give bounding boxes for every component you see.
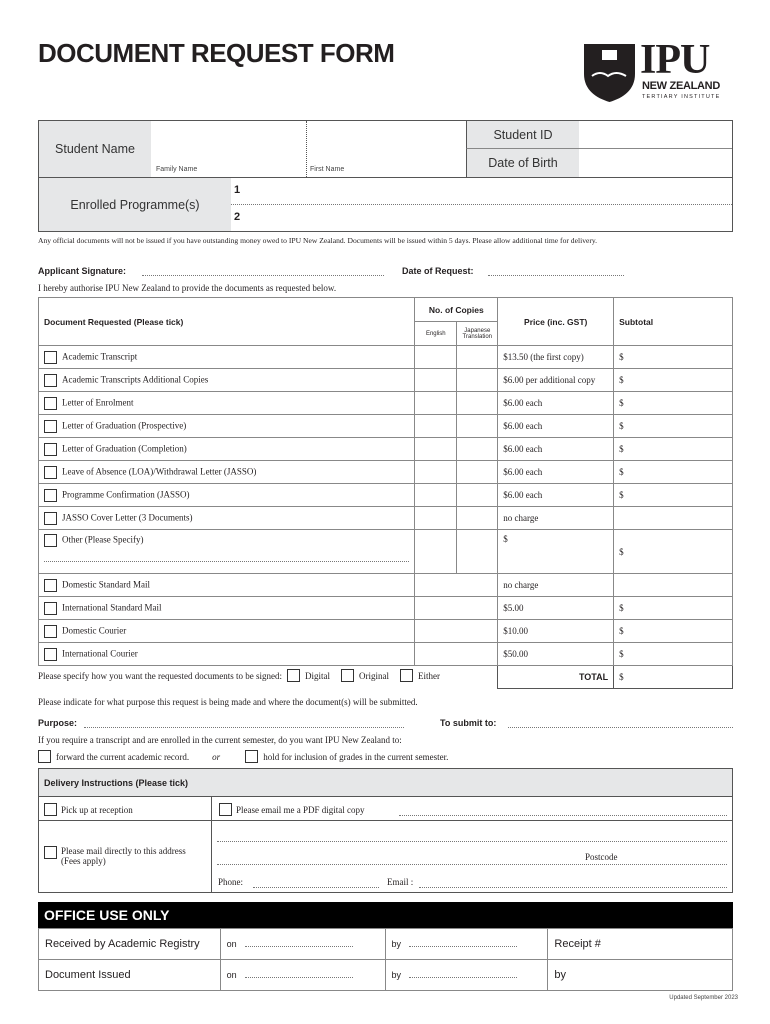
subtotal-field[interactable]: $ [614, 597, 733, 620]
document-checkbox[interactable] [44, 602, 57, 615]
purpose-field[interactable] [84, 727, 404, 728]
first-name-field[interactable]: First Name [306, 121, 466, 177]
total-label: TOTAL [498, 666, 614, 689]
issued-on-field[interactable]: on [220, 960, 385, 991]
document-cell [39, 346, 415, 369]
notice-text: Any official documents will not be issued if you have outstanding money owed to IPU New Zealand. Documents will be issued within 5 days. Please allow additional time for delivery. [38, 236, 598, 245]
email-pdf-field[interactable] [399, 815, 727, 816]
table-row [39, 461, 733, 484]
subtotal-field[interactable]: $ [614, 484, 733, 507]
original-checkbox[interactable] [341, 669, 354, 682]
document-label: Letter of Enrolment [62, 397, 134, 408]
table-row [39, 643, 733, 666]
table-row [39, 574, 733, 597]
price-cell: $13.50 (the first copy) [498, 346, 614, 369]
price-cell: $6.00 each [498, 438, 614, 461]
header-english: English [415, 322, 457, 346]
table-row [39, 438, 733, 461]
student-id-label: Student ID [466, 121, 579, 149]
document-label: International Standard Mail [62, 602, 162, 613]
subtotal-field[interactable]: $ [614, 369, 733, 392]
programmes-field[interactable]: 1 2 [231, 177, 732, 231]
header-japanese: Japanese Translation [457, 322, 498, 346]
dob-field[interactable] [579, 149, 732, 177]
phone-field[interactable] [253, 887, 379, 888]
document-checkbox[interactable] [44, 648, 57, 661]
document-label: Programme Confirmation (JASSO) [62, 489, 190, 500]
price-cell: $ [498, 530, 614, 574]
issued-by-signoff[interactable]: by [548, 960, 733, 991]
document-label: Leave of Absence (LOA)/Withdrawal Letter (JASSO) [62, 466, 257, 477]
price-cell: no charge [498, 507, 614, 530]
pickup-checkbox[interactable] [44, 803, 57, 816]
date-request-label: Date of Request: [402, 266, 474, 276]
email-field[interactable] [419, 887, 727, 888]
signature-field[interactable] [142, 275, 384, 276]
subtotal-field[interactable]: $ [614, 530, 733, 574]
received-label: Received by Academic Registry [39, 929, 221, 960]
document-label: Academic Transcripts Additional Copies [62, 374, 209, 385]
japanese-copies-field[interactable] [457, 415, 498, 438]
subtotal-field[interactable]: $ [614, 392, 733, 415]
pickup-option: Pick up at reception [44, 803, 133, 816]
copies-cell [415, 620, 498, 643]
document-checkbox[interactable] [44, 351, 57, 364]
document-cell [39, 438, 415, 461]
japanese-copies-field[interactable] [457, 484, 498, 507]
documents-table [38, 297, 733, 689]
document-cell [39, 597, 415, 620]
student-name-label: Student Name [39, 121, 151, 177]
postcode-label: Postcode [585, 852, 618, 862]
authorise-text: I hereby authorise IPU New Zealand to provide the documents as requested below. [38, 283, 337, 293]
table-row [39, 507, 733, 530]
copies-cell [415, 597, 498, 620]
document-label: JASSO Cover Letter (3 Documents) [62, 512, 193, 523]
price-cell: no charge [498, 574, 614, 597]
japanese-copies-field[interactable] [457, 438, 498, 461]
document-label: Other (Please Specify) [62, 534, 144, 545]
english-copies-field[interactable] [415, 415, 457, 438]
total-field[interactable]: $ [614, 666, 733, 689]
mail-option: Please mail directly to this address (Fees apply) [44, 846, 186, 866]
english-copies-field[interactable] [415, 507, 457, 530]
document-checkbox[interactable] [44, 443, 57, 456]
document-cell [39, 643, 415, 666]
japanese-copies-field[interactable] [457, 530, 498, 574]
phone-label: Phone: [218, 877, 244, 887]
document-cell [39, 392, 415, 415]
document-checkbox[interactable] [44, 512, 57, 525]
english-copies-field[interactable] [415, 392, 457, 415]
submit-to-label: To submit to: [440, 718, 497, 728]
japanese-copies-field[interactable] [457, 461, 498, 484]
table-row [39, 597, 733, 620]
document-cell [39, 507, 415, 530]
price-cell: $6.00 each [498, 484, 614, 507]
ipu-logo: IPU NEW ZEALAND TERTIARY INSTITUTE [582, 42, 737, 104]
hold-checkbox[interactable] [245, 750, 258, 763]
document-checkbox[interactable] [44, 397, 57, 410]
table-row [39, 530, 733, 574]
delivery-header: Delivery Instructions (Please tick) [39, 769, 732, 797]
price-cell: $6.00 each [498, 461, 614, 484]
document-cell [39, 574, 415, 597]
header-document: Document Requested (Please tick) [39, 298, 415, 346]
email-pdf-checkbox[interactable] [219, 803, 232, 816]
divider [231, 204, 732, 205]
transcript-question: If you require a transcript and are enrolled in the current semester, do you want IPU New Zealand to: [38, 735, 402, 745]
subtotal-field[interactable] [614, 574, 733, 597]
dob-label: Date of Birth [466, 149, 579, 177]
document-checkbox[interactable] [44, 374, 57, 387]
table-row [39, 392, 733, 415]
email-label: Email : [387, 877, 414, 887]
issued-label: Document Issued [39, 960, 221, 991]
table-row [39, 484, 733, 507]
subtotal-field[interactable]: $ [614, 346, 733, 369]
subtotal-field[interactable]: $ [614, 438, 733, 461]
document-checkbox[interactable] [44, 534, 57, 547]
table-row [39, 369, 733, 392]
price-cell: $6.00 each [498, 415, 614, 438]
updated-text: Updated September 2023 [669, 995, 738, 1001]
date-request-field[interactable] [488, 275, 624, 276]
divider [211, 797, 212, 892]
document-label: Letter of Graduation (Prospective) [62, 420, 187, 431]
subtotal-field[interactable] [614, 507, 733, 530]
delivery-box [38, 768, 733, 893]
header-copies: No. of Copies [415, 298, 498, 322]
english-copies-field[interactable] [415, 369, 457, 392]
english-copies-field[interactable] [415, 346, 457, 369]
receipt-label[interactable]: Receipt # [548, 929, 733, 960]
submit-to-field[interactable] [508, 727, 733, 728]
mail-checkbox[interactable] [44, 846, 57, 859]
document-label: International Courier [62, 648, 138, 659]
english-copies-field[interactable] [415, 484, 457, 507]
document-cell [39, 369, 415, 392]
document-label: Letter of Graduation (Completion) [62, 443, 187, 454]
subtotal-field[interactable]: $ [614, 415, 733, 438]
other-specify-field[interactable] [44, 561, 409, 562]
document-checkbox[interactable] [44, 579, 57, 592]
copies-cell [415, 574, 498, 597]
document-label: Academic Transcript [62, 351, 138, 362]
received-on-field[interactable]: on [220, 929, 385, 960]
divider [39, 820, 732, 821]
subtotal-field[interactable]: $ [614, 620, 733, 643]
document-checkbox[interactable] [44, 489, 57, 502]
email-pdf-option: Please email me a PDF digital copy [219, 803, 364, 816]
english-copies-field[interactable] [415, 530, 457, 574]
form-title: DOCUMENT REQUEST FORM [38, 38, 395, 68]
japanese-copies-field[interactable] [457, 507, 498, 530]
address-line-1[interactable] [217, 841, 727, 842]
english-copies-field[interactable] [415, 438, 457, 461]
signature-label: Applicant Signature: [38, 266, 127, 276]
forward-checkbox[interactable] [38, 750, 51, 763]
header-price: Price (inc. GST) [498, 298, 614, 346]
price-cell: $6.00 per additional copy [498, 369, 614, 392]
price-cell: $50.00 [498, 643, 614, 666]
office-use-table [38, 928, 733, 991]
subtotal-field[interactable]: $ [614, 461, 733, 484]
received-by-field[interactable]: by [385, 929, 548, 960]
purpose-label: Purpose: [38, 718, 78, 728]
table-row [39, 620, 733, 643]
office-use-header: OFFICE USE ONLY [38, 902, 733, 928]
document-cell [39, 620, 415, 643]
digital-checkbox[interactable] [287, 669, 300, 682]
enrolled-label: Enrolled Programme(s) [39, 177, 231, 231]
shield-icon [582, 42, 637, 104]
subtotal-field[interactable]: $ [614, 643, 733, 666]
document-cell [39, 415, 415, 438]
table-row [39, 415, 733, 438]
document-checkbox[interactable] [44, 625, 57, 638]
japanese-copies-field[interactable] [457, 392, 498, 415]
price-cell: $6.00 each [498, 392, 614, 415]
japanese-copies-field[interactable] [457, 369, 498, 392]
document-checkbox[interactable] [44, 420, 57, 433]
header-subtotal: Subtotal [614, 298, 733, 346]
purpose-note: Please indicate for what purpose this request is being made and where the document(s) will be submitted. [38, 697, 418, 707]
signing-options: Please specify how you want the requested documents to be signed: Digital Original Either [38, 670, 440, 681]
document-label: Domestic Courier [62, 625, 127, 636]
either-checkbox[interactable] [400, 669, 413, 682]
price-cell: $5.00 [498, 597, 614, 620]
document-checkbox[interactable] [44, 466, 57, 479]
family-name-field[interactable]: Family Name [156, 166, 198, 173]
english-copies-field[interactable] [415, 461, 457, 484]
student-id-field[interactable] [579, 121, 732, 149]
price-cell: $10.00 [498, 620, 614, 643]
address-line-2[interactable] [217, 864, 727, 865]
japanese-copies-field[interactable] [457, 346, 498, 369]
document-cell [39, 530, 415, 574]
copies-cell [415, 643, 498, 666]
document-cell [39, 461, 415, 484]
document-label: Domestic Standard Mail [62, 579, 150, 590]
issued-by-field[interactable]: by [385, 960, 548, 991]
student-details-box [38, 120, 733, 232]
document-cell [39, 484, 415, 507]
table-row [39, 346, 733, 369]
transcript-options: forward the current academic record. or hold for inclusion of grades in the current semester. [38, 750, 448, 763]
